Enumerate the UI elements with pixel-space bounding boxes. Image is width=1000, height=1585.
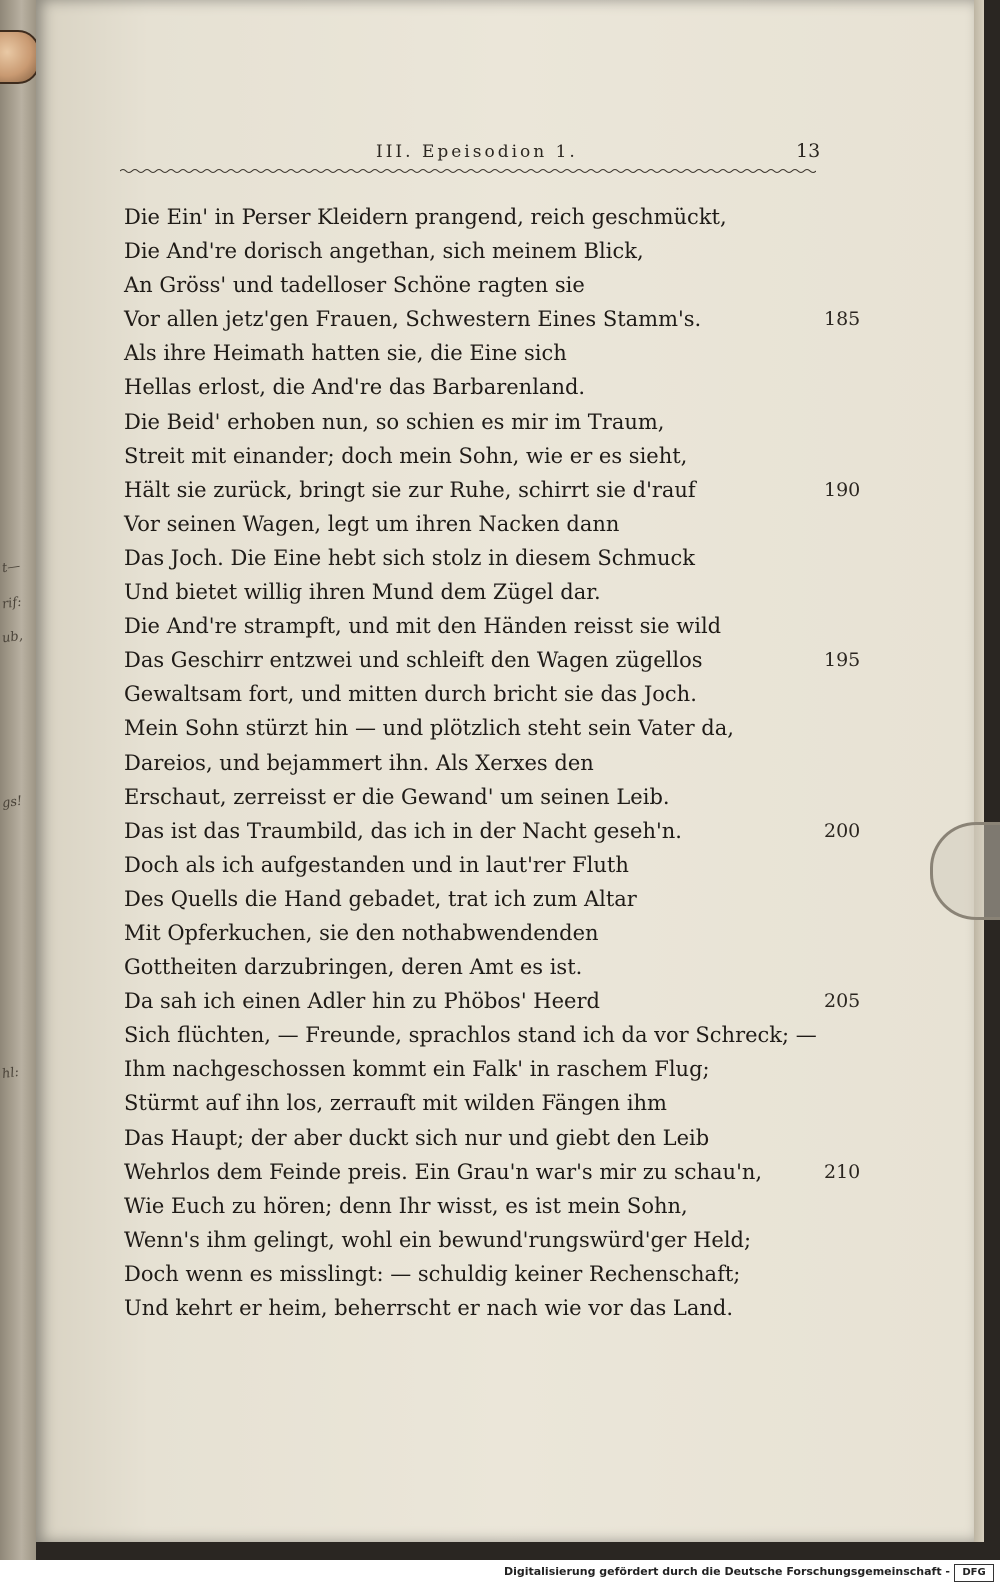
marginal-fragment: ub, (1, 628, 24, 647)
verse-text (124, 200, 884, 1325)
book-clasp (0, 30, 40, 84)
verse-line-text: Mit Opferkuchen, sie den nothabwendenden (124, 920, 599, 945)
verse-line (124, 1121, 884, 1155)
verse-line (124, 916, 884, 950)
verse-line (124, 643, 884, 677)
verse-line (124, 200, 884, 234)
verse-line (124, 575, 884, 609)
verse-line (124, 711, 884, 745)
line-number: 185 (824, 308, 861, 331)
verse-line (124, 336, 884, 370)
verse-line (124, 609, 884, 643)
verse-line-text: Wie Euch zu hören; denn Ihr wisst, es ist mein Sohn, (124, 1193, 688, 1218)
verse-line (124, 1155, 884, 1189)
verse-line-text: Als ihre Heimath hatten sie, die Eine sich (124, 341, 567, 366)
verse-line (124, 1257, 884, 1291)
verse-line-text: An Gröss' und tadelloser Schöne ragten sie (124, 273, 585, 298)
verse-line-text: Die And're strampft, und mit den Händen reisst sie wild (124, 614, 722, 639)
page-number: 13 (796, 140, 821, 162)
verse-line-text: Die Beid' erhoben nun, so schien es mir im Traum, (124, 409, 665, 434)
verse-line-text: Das Joch. Die Eine hebt sich stolz in diesem Schmuck (124, 545, 696, 570)
verse-line-text: Wenn's ihm gelingt, wohl ein bewund'rungswürd'ger Held; (124, 1227, 752, 1252)
verse-line (124, 1189, 884, 1223)
verse-line (124, 302, 884, 336)
verse-line (124, 882, 884, 916)
verse-line (124, 950, 884, 984)
verse-line (124, 984, 884, 1018)
verse-line (124, 814, 884, 848)
verse-line-text: Das ist das Traumbild, das ich in der Nacht geseh'n. (124, 818, 682, 843)
page-edge (974, 0, 984, 1542)
verse-line (124, 1052, 884, 1086)
verse-line-text: Hält sie zurück, bringt sie zur Ruhe, schirrt sie d'rauf (124, 477, 696, 502)
verse-line-text: Hellas erlost, die And're das Barbarenland. (124, 375, 586, 400)
page-header (36, 140, 974, 170)
facing-page-edge (0, 0, 36, 1560)
verse-line-text: Streit mit einander; doch mein Sohn, wie er es sieht, (124, 443, 688, 468)
verse-line-text: Doch wenn es misslingt: — schuldig keiner Rechenschaft; (124, 1261, 741, 1286)
verse-line (124, 1018, 884, 1052)
verse-line (124, 439, 884, 473)
line-number: 205 (824, 990, 861, 1013)
verse-line-text: Da sah ich einen Adler hin zu Phöbos' Heerd (124, 989, 600, 1014)
verse-line-text: Die Ein' in Perser Kleidern prangend, reich geschmückt, (124, 205, 727, 229)
verse-line (124, 848, 884, 882)
verse-line-text: Und kehrt er heim, beherrscht er nach wie vor das Land. (124, 1296, 734, 1320)
verse-line-text: Die And're dorisch angethan, sich meinem Blick, (124, 239, 644, 264)
verse-line (124, 1291, 884, 1325)
marginal-fragment: hl: (1, 1064, 20, 1083)
verse-line (124, 234, 884, 268)
verse-line (124, 268, 884, 302)
verse-line-text: Gottheiten darzubringen, deren Amt es ist. (124, 955, 583, 980)
verse-line (124, 473, 884, 507)
line-number: 210 (824, 1160, 861, 1183)
verse-line (124, 405, 884, 439)
running-head: III. Epeisodion 1. (376, 142, 578, 162)
verse-line-text: Das Haupt; der aber duckt sich nur und giebt den Leib (124, 1125, 710, 1150)
verse-line-text: Sich flüchten, — Freunde, sprachlos stand ich da vor Schreck; — (124, 1023, 817, 1048)
footer-bar (0, 1560, 1000, 1585)
verse-line (124, 746, 884, 780)
verse-line-text: Gewaltsam fort, und mitten durch bricht sie das Joch. (124, 682, 697, 707)
dfg-logo: DFG (954, 1564, 994, 1582)
verse-line-text: Dareios, und bejammert ihn. Als Xerxes den (124, 750, 594, 775)
marginal-fragment: rif: (1, 594, 23, 613)
verse-line (124, 1223, 884, 1257)
verse-line-text: Stürmt auf ihn los, zerrauft mit wilden Fängen ihm (124, 1091, 667, 1116)
verse-line-text: Vor allen jetz'gen Frauen, Schwestern Eines Stamm's. (124, 307, 702, 332)
verse-line (124, 370, 884, 404)
line-number: 195 (824, 649, 861, 672)
marginal-fragment: t— (1, 558, 22, 577)
wavy-rule (120, 168, 816, 174)
verse-line (124, 1086, 884, 1120)
line-number: 190 (824, 478, 861, 501)
marginal-fragment: gs! (1, 793, 24, 812)
verse-line-text: Des Quells die Hand gebadet, trat ich zum Altar (124, 886, 637, 911)
line-number: 200 (824, 819, 861, 842)
verse-line-text: Vor seinen Wagen, legt um ihren Nacken dann (124, 511, 620, 536)
verse-line (124, 541, 884, 575)
verse-line (124, 780, 884, 814)
verse-line-text: Erschaut, zerreisst er die Gewand' um seinen Leib. (124, 784, 670, 809)
verse-line-text: Das Geschirr entzwei und schleift den Wagen zügellos (124, 648, 703, 673)
verse-line-text: Ihm nachgeschossen kommt ein Falk' in raschem Flug; (124, 1057, 710, 1082)
verse-line (124, 507, 884, 541)
verse-line-text: Doch als ich aufgestanden und in laut'rer Fluth (124, 852, 629, 877)
verse-line-text: Mein Sohn stürzt hin — und plötzlich steht sein Vater da, (124, 716, 734, 741)
verse-line (124, 677, 884, 711)
verse-line-text: Und bietet willig ihren Mund dem Zügel dar. (124, 580, 601, 605)
funding-credit: Digitalisierung gefördert durch die Deutsche Forschungsgemeinschaft - (503, 1565, 950, 1578)
verse-line-text: Wehrlos dem Feinde preis. Ein Grau'n war's mir zu schau'n, (124, 1159, 763, 1184)
